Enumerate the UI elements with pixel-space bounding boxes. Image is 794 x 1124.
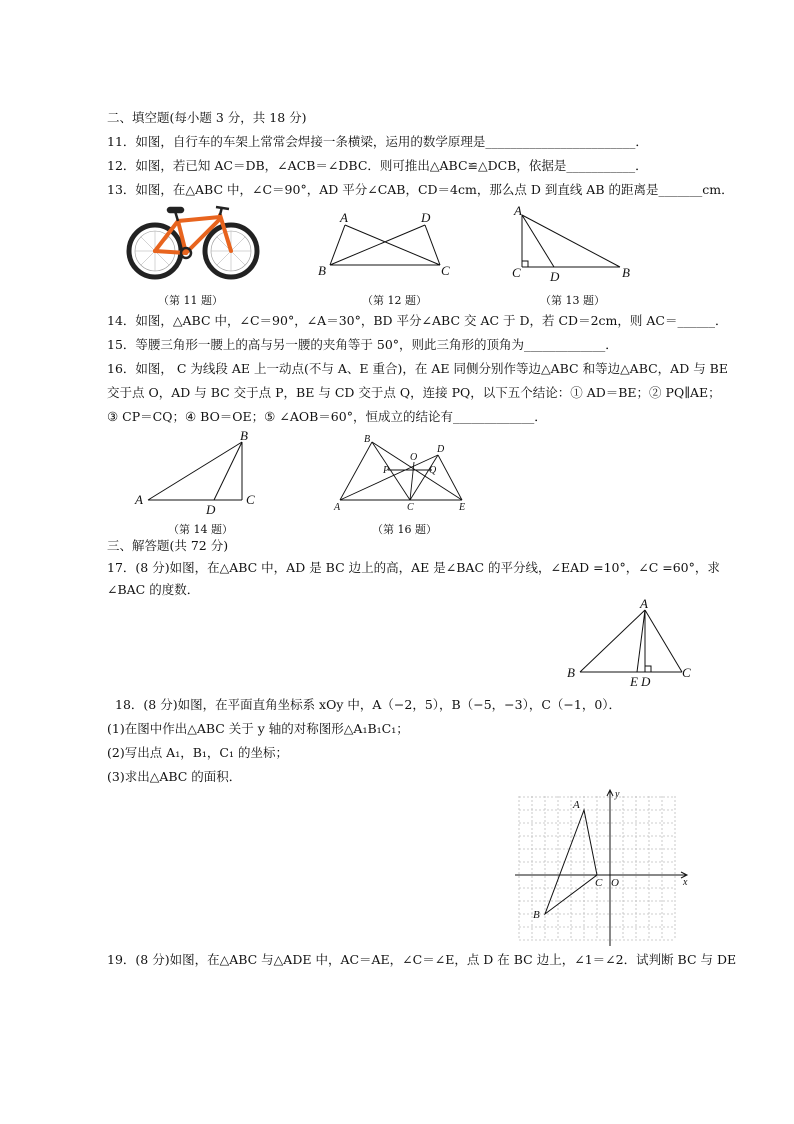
label-D: D (641, 674, 651, 689)
bicycle-figure (128, 203, 258, 283)
label-A: A (334, 502, 341, 513)
label-C: C (682, 665, 691, 680)
label-O: O (611, 877, 619, 889)
figure-12 (315, 210, 455, 280)
question-11: 11．如图，自行车的车架上常常会焊接一条横梁，运用的数学原理是________________________． (107, 134, 648, 149)
label-D: D (437, 444, 445, 455)
label-D: D (421, 210, 431, 225)
section-3-heading: 三、解答题(共 72 分) (107, 538, 229, 553)
figure-16 (330, 430, 480, 515)
question-13: 13．如图，在△ABC 中，∠C＝90°，AD 平分∠CAB，CD＝4cm，那么点 D 到直线 AB 的距离是_______cm． (107, 182, 734, 197)
label-A: A (640, 596, 648, 611)
caption-11: （第 11 题） (158, 294, 223, 307)
label-B: B (622, 265, 630, 280)
question-18-part-2: (2)写出点 A₁，B₁，C₁ 的坐标； (107, 745, 288, 760)
label-y: y (615, 789, 620, 800)
label-E: E (630, 674, 638, 689)
label-Q: Q (429, 465, 437, 476)
label-A: A (340, 210, 348, 225)
label-P: P (383, 465, 390, 476)
label-A: A (135, 492, 143, 507)
label-D: D (550, 269, 560, 284)
question-16-line-3: ③ CP＝CQ；④ BO＝OE；⑤ ∠AOB＝60°，恒成立的结论有_____________． (107, 409, 547, 424)
bike-seat (168, 208, 183, 212)
figure-17 (565, 598, 700, 688)
caption-16: （第 16 题） (372, 523, 437, 536)
section-2-heading: 二、填空题(每小题 3 分，共 18 分) (107, 110, 307, 125)
question-18: 18．(8 分)如图，在平面直角坐标系 xOy 中，A（−2，5），B（−5，−3），C（−1，0）． (115, 697, 622, 712)
question-19: 19．(8 分)如图，在△ABC 与△ADE 中，AC＝AE，∠C＝∠E，点 D 在 BC 边上，∠1＝∠2．试判断 BC 与 DE (107, 952, 737, 967)
question-16-line-1: 16．如图， C 为线段 AE 上一动点(不与 A、E 重合)，在 AE 同侧分别作等边△ABC 和等边△ABC，AD 与 BE (107, 361, 728, 376)
question-14: 14．如图，△ABC 中，∠C＝90°，∠A＝30°，BD 平分∠ABC 交 AC 于 D，若 CD＝2cm，则 AC＝______． (107, 313, 728, 328)
label-B: B (318, 263, 326, 278)
question-18-part-3: (3)求出△ABC 的面积． (107, 769, 242, 784)
label-B: B (240, 428, 248, 443)
label-C: C (407, 502, 414, 513)
label-C: C (595, 877, 603, 889)
question-17-line-1: 17．(8 分)如图，在△ABC 中，AD 是 BC 边上的高，AE 是∠BAC 的平分线，∠EAD =10°，∠C =60°，求 (107, 560, 720, 575)
figure-14 (130, 428, 265, 518)
caption-14: （第 14 题） (168, 523, 233, 536)
label-C: C (441, 263, 450, 278)
label-A: A (573, 799, 580, 811)
question-12: 12．如图，若已知 AC＝DB，∠ACB＝∠DBC．则可推出△ABC≌△DCB，依据是___________． (107, 158, 648, 173)
coordinate-grid-figure (515, 788, 695, 948)
figure-13 (508, 203, 638, 283)
question-17-line-2: ∠BAC 的度数． (107, 582, 200, 597)
caption-12: （第 12 题） (362, 294, 427, 307)
label-B: B (567, 665, 575, 680)
label-x: x (683, 877, 688, 888)
label-B: B (533, 909, 540, 921)
label-B: B (364, 434, 371, 445)
label-C: C (246, 492, 255, 507)
label-A: A (514, 203, 522, 218)
label-D: D (206, 502, 216, 517)
label-C: C (512, 265, 521, 280)
label-O: O (410, 452, 418, 463)
question-15: 15．等腰三角形一腰上的高与另一腰的夹角等于 50°，则此三角形的顶角为_____________． (107, 337, 618, 352)
question-16-line-2: 交于点 O，AD 与 BC 交于点 P，BE 与 CD 交于点 Q，连接 PQ，以下五个结论：① AD＝BE；② PQ∥AE； (107, 385, 721, 400)
question-18-part-1: (1)在图中作出△ABC 关于 y 轴的对称图形△A₁B₁C₁； (107, 721, 409, 736)
label-E: E (459, 502, 466, 513)
bike-frame (155, 215, 231, 253)
caption-13: （第 13 题） (540, 294, 605, 307)
